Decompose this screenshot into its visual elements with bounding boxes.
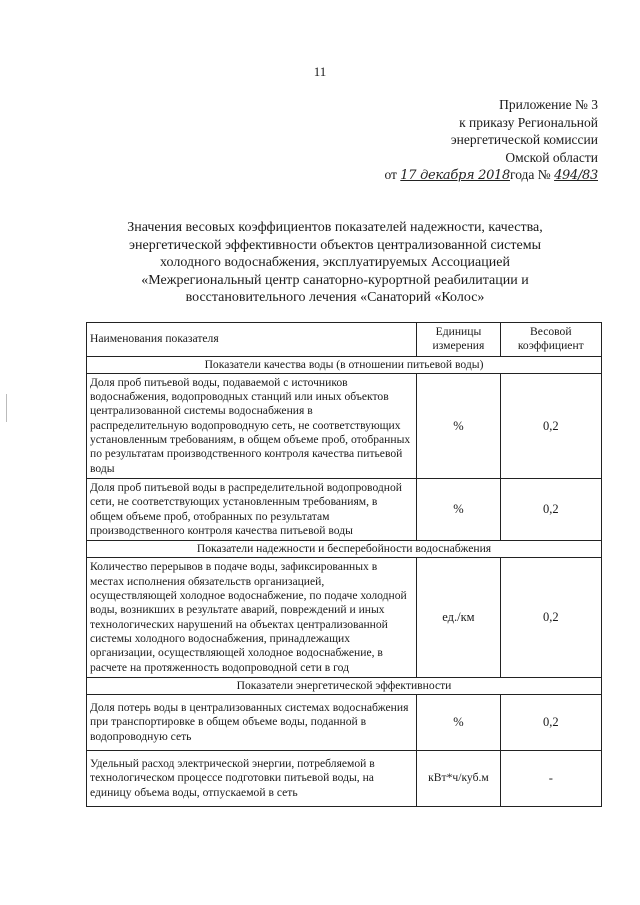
indicator-coefficient: 0,2 <box>500 695 601 751</box>
section-title: Показатели энергетической эффективности <box>87 677 602 694</box>
indicator-name: Удельный расход электрической энергии, потребляемой в технологическом процессе подготовки питьевой воды, на единицу объема воды, отпускаемой в сеть <box>87 751 417 807</box>
title-line-1: Значения весовых коэффициентов показателей надежности, качества, <box>127 220 543 235</box>
indicator-unit: % <box>417 373 500 478</box>
table-row <box>87 478 602 540</box>
table-row <box>87 558 602 677</box>
handwritten-order-number: 494/83 <box>554 168 598 183</box>
indicator-unit: % <box>417 478 500 540</box>
indicator-unit: % <box>417 695 500 751</box>
title-line-3: холодного водоснабжения, эксплуатируемых Ассоциацией <box>160 255 510 270</box>
title-line-4: «Межрегиональный центр санаторно-курортной реабилитации и <box>141 272 529 288</box>
table-row <box>87 751 602 807</box>
table-row <box>87 373 602 478</box>
table-row <box>87 695 602 751</box>
appendix-line-2: к приказу Региональной <box>459 114 598 130</box>
section-row-reliability <box>87 541 602 558</box>
date-prefix: от <box>384 167 397 182</box>
indicator-coefficient: 0,2 <box>500 373 601 478</box>
indicator-coefficient: - <box>500 751 601 807</box>
page-number: 11 <box>313 64 327 79</box>
header-unit: Единицы измерения <box>417 323 500 357</box>
section-row-quality <box>87 356 602 373</box>
indicator-unit: кВт*ч/куб.м <box>417 751 500 807</box>
appendix-block <box>338 96 598 185</box>
title-line-5: восстановительного лечения «Санаторий «Колос» <box>185 290 485 305</box>
scan-mark <box>6 394 7 422</box>
header-row <box>87 323 602 357</box>
appendix-line-3: энергетической комиссии <box>450 132 598 147</box>
appendix-line-1: Приложение № 3 <box>499 97 598 112</box>
section-row-efficiency <box>87 677 602 694</box>
indicator-coefficient: 0,2 <box>500 478 601 540</box>
indicator-coefficient: 0,2 <box>500 558 601 677</box>
title-line-2: энергетической эффективности объектов централизованной системы <box>129 237 541 253</box>
handwritten-date: 17 декабря 2018 <box>400 168 510 183</box>
section-title: Показатели надежности и бесперебойности водоснабжения <box>87 541 602 558</box>
indicator-unit: ед./км <box>417 558 500 677</box>
indicator-name: Доля потерь воды в централизованных системах водоснабжения при транспортировке в общем объеме воды, поданной в водопроводную сеть <box>87 695 417 751</box>
document-title <box>95 219 575 307</box>
header-name: Наименования показателя <box>87 323 417 357</box>
indicator-name: Доля проб питьевой воды, подаваемой с источников водоснабжения, водопроводных станций или иных объектов централизованной системы водоснабжения в распределительную водопроводную сеть, не соответствующих установленным требованиям, в общем объеме проб, отобранных по результатам производственного контроля качества питьевой воды <box>87 373 417 478</box>
appendix-date-line <box>338 166 598 185</box>
indicator-name: Доля проб питьевой воды в распределительной водопроводной сети, не соответствующих установленным требованиям, в общем объеме проб, отобранных по результатам производственного контроля качества питьевой воды <box>87 478 417 540</box>
indicator-name: Количество перерывов в подаче воды, зафиксированных в местах исполнения обязательств организацией, осуществляющей холодное водоснабжение, по подаче холодной воды, возникших в результате аварий, повреждений и иных технологических нарушений на объектах централизованной системы холодного водоснабжения, принадлежащих организации, осуществляющей холодное водоснабжение, в расчете на протяженность водопроводной сети в год <box>87 558 417 677</box>
header-coefficient: Весовой коэффициент <box>500 323 601 357</box>
coefficients-table <box>86 322 602 807</box>
date-suffix: года № <box>510 167 551 182</box>
section-title: Показатели качества воды (в отношении питьевой воды) <box>87 356 602 373</box>
appendix-line-4: Омской области <box>505 149 598 165</box>
